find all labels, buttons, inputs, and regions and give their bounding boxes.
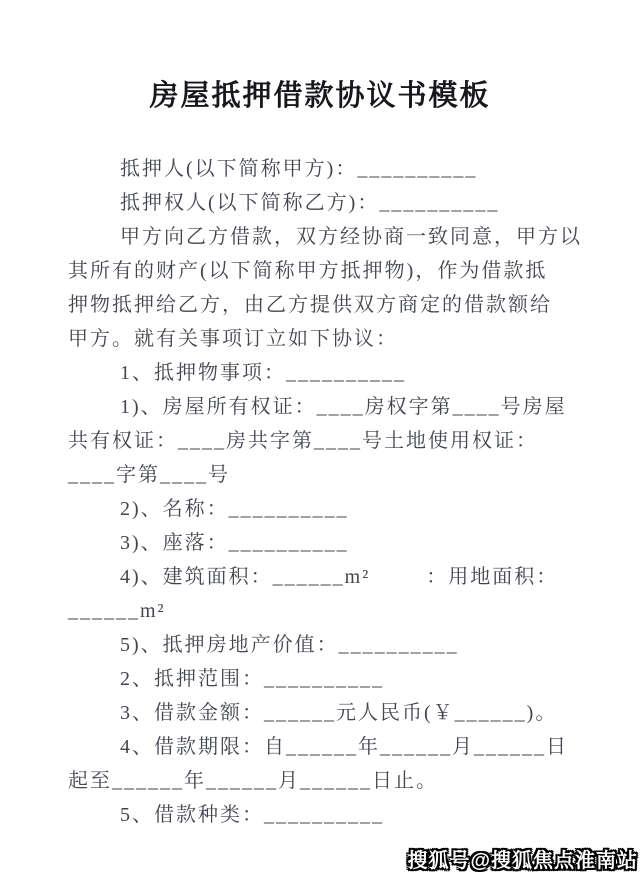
watermark-text: 搜狐号@搜狐焦点淮南站 <box>407 850 638 872</box>
document-line: ______m² <box>68 600 166 622</box>
document-line: 4、借款期限：自______年______月______日 <box>120 736 568 758</box>
document-line: 起至______年______月______日止。 <box>68 770 438 792</box>
document-line: ____字第____号 <box>68 464 230 486</box>
document-line: 1、抵押物事项：__________ <box>120 362 406 384</box>
document-line: 1)、房屋所有权证：____房权字第____号房屋 <box>120 396 567 418</box>
document-line: 抵押权人(以下简称乙方)：__________ <box>120 192 500 214</box>
document-line: 2)、名称：__________ <box>120 498 349 520</box>
document-line: 共有权证：____房共字第____号土地使用权证： <box>68 430 538 452</box>
document-line: 抵押人(以下简称甲方)：__________ <box>120 158 478 180</box>
document-line: 3)、座落：__________ <box>120 532 349 554</box>
document-line: 押物抵押给乙方，由乙方提供双方商定的借款额给 <box>68 294 552 316</box>
document-line: 3、借款金额：______元人民币(￥______)。 <box>120 702 558 724</box>
document-line: 4)、建筑面积：______m² ：用地面积： <box>120 566 559 588</box>
document-title: 房屋抵押借款协议书模板 <box>149 80 491 112</box>
document-line: 2、抵押范围：__________ <box>120 668 384 690</box>
document-line: 甲方。就有关事项订立如下协议： <box>68 328 398 350</box>
document-line: 其所有的财产(以下简称甲方抵押物)，作为借款抵 <box>68 260 548 282</box>
document-body <box>0 152 640 832</box>
document-line: 甲方向乙方借款，双方经协商一致同意，甲方以 <box>120 226 582 248</box>
document-line: 5)、抵押房地产价值：__________ <box>120 634 459 656</box>
document-line: 5、借款种类：__________ <box>120 804 384 826</box>
